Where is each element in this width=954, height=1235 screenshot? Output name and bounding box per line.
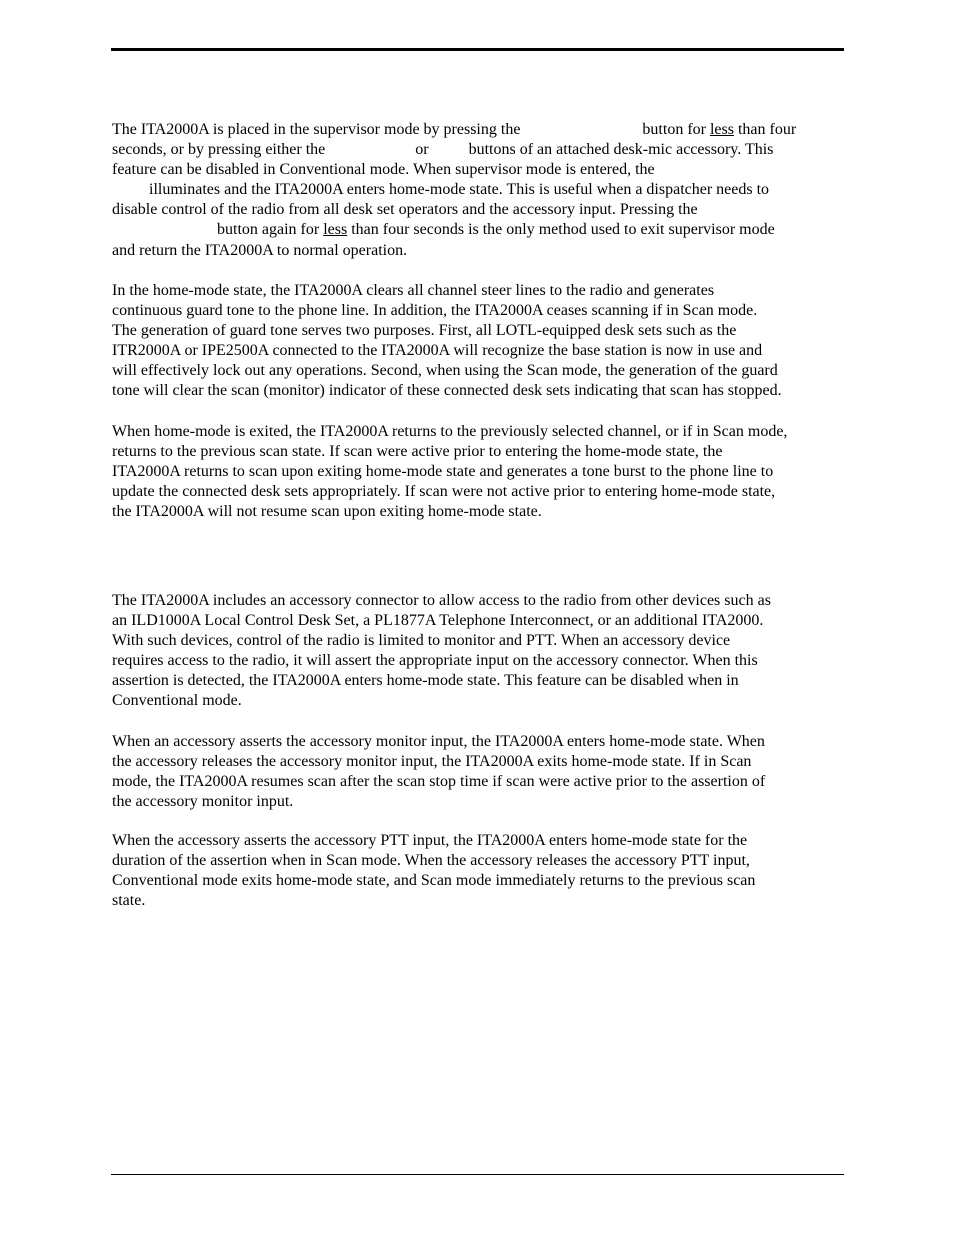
home-mode-exit-paragraph [112,422,852,522]
footer-rule [111,1174,844,1175]
text-line: assertion is detected, the ITA2000A enters home-mode state. This feature can be disabled when in [112,672,739,690]
text-line: When home-mode is exited, the ITA2000A returns to the previously selected channel, or if in Scan mode, [112,423,788,440]
text-line: Conventional mode. [112,692,242,710]
text-line: ITR2000A or IPE2500A connected to the ITA2000A will recognize the base station is now in use and [112,342,763,360]
text-line: When the accessory asserts the accessory PTT input, the ITA2000A enters home-mode state for the [112,832,748,849]
text-line: With such devices, control of the radio is limited to monitor and PTT. When an accessory device [112,632,731,650]
text-line: an ILD1000A Local Control Desk Set, a PL1877A Telephone Interconnect, or an additional ITA2000. [112,612,764,630]
accessory-ptt-paragraph [112,831,852,911]
text-line: The ITA2000A includes an accessory connector to allow access to the radio from other devices such as [112,592,771,609]
text-line: feature can be disabled in Conventional mode. When supervisor mode is entered, the [112,161,655,179]
text-line: returns to the previous scan state. If scan were active prior to entering the home-mode state, the [112,443,723,461]
home-mode-paragraph [112,281,852,402]
text-line: disable control of the radio from all desk set operators and the accessory input. Pressing the [112,201,698,219]
text-line: requires access to the radio, it will assert the appropriate input on the accessory connector. When this [112,652,758,670]
text-line: the accessory releases the accessory monitor input, the ITA2000A exits home-mode state. If in Scan [112,753,752,771]
text-line: Conventional mode exits home-mode state, and Scan mode immediately returns to the previous scan [112,872,756,890]
text-line: state. [112,892,146,910]
text-line: The ITA2000A is placed in the supervisor mode by pressing the button for less than four [112,121,797,138]
text-line: mode, the ITA2000A resumes scan after the scan stop time if scan were active prior to the assertion of [112,773,766,791]
text-line: tone will clear the scan (monitor) indicator of these connected desk sets indicating that scan has stopped. [112,382,782,400]
header-rule [111,48,844,51]
accessory-monitor-paragraph [112,732,852,812]
text-line: illuminates and the ITA2000A enters home-mode state. This is useful when a dispatcher needs to [149,181,770,199]
text-line: the ITA2000A will not resume scan upon exiting home-mode state. [112,503,542,521]
accessory-connector-paragraph [112,591,852,712]
text-line: the accessory monitor input. [112,793,294,811]
text-line: The generation of guard tone serves two purposes. First, all LOTL-equipped desk sets such as the [112,322,737,340]
text-line: and return the ITA2000A to normal operation. [112,241,408,259]
text-line: button again for less than four seconds is the only method used to exit supervisor mode [217,221,775,239]
text-line: seconds, or by pressing either the or buttons of an attached desk-mic accessory. This [112,141,774,159]
text-line: duration of the assertion when in Scan mode. When the accessory releases the accessory PTT input, [112,852,750,870]
text-line: will effectively lock out any operations. Second, when using the Scan mode, the generation of the guard [112,362,778,380]
text-line: When an accessory asserts the accessory monitor input, the ITA2000A enters home-mode state. When [112,733,765,750]
supervisor-mode-paragraph [112,120,852,261]
text-line: ITA2000A returns to scan upon exiting home-mode state and generates a tone burst to the phone line to [112,463,774,481]
text-line: update the connected desk sets appropriately. If scan were not active prior to entering home-mode state, [112,483,776,501]
text-line: continuous guard tone to the phone line. In addition, the ITA2000A ceases scanning if in Scan mode. [112,302,758,320]
text-line: In the home-mode state, the ITA2000A clears all channel steer lines to the radio and generates [112,282,715,299]
